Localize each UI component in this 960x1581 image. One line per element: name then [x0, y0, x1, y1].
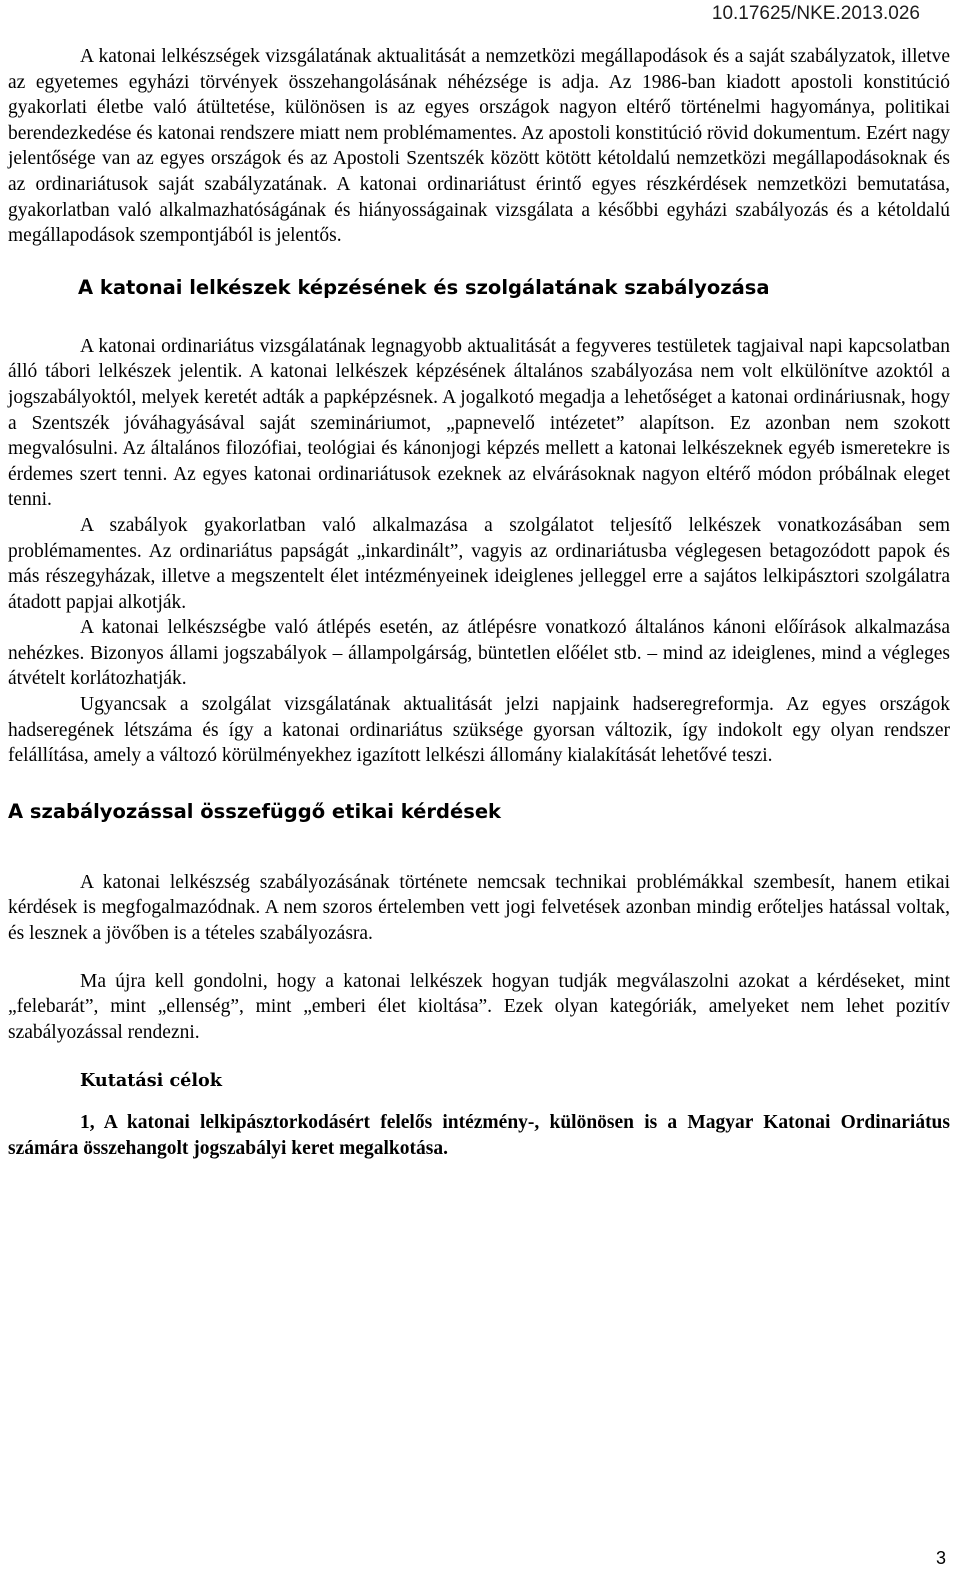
section1-paragraph-4: Ugyancsak a szolgálat vizsgálatának aktualitását jelzi napjaink hadseregreformja. Az egyes országok hadseregének létszáma és így a katonai ordinariátus szüksége gyorsan változik, így indokolt egy olyan rendszer felállítása, amely a változó körülményekhez igazított lelkészi állomány kialakítását lehetővé teszi. — [8, 694, 950, 767]
section1-paragraph-1: A katonai ordinariátus vizsgálatának legnagyobb aktualitását a fegyveres testületek tagjaival napi kapcsolatban álló tábori lelkészek jelentik. A katonai lelkészek képzésének általános szabályozása nem volt elkülönítve azoktól a jogszabályoktól, melyek keretét adták a papképzésnek. A jogalkotó megadja a lehetőséget a katonai ordináriusnak, hogy a Szentszék jóváhagyásával saját szemináriumot, „papnevelő intézetet” alapítson. Ez azonban nem szokott megvalósulni. Az általános filozófiai, teológiai és kánonjogi képzés mellett a katonai lelkészeknek egyéb ismeretekre is érdemes szert tenni. Az egyes katonai ordinariátusok ezeknek az elvárásoknak nagyon eltérő módon próbálnak eleget tenni. — [8, 335, 950, 511]
section-heading-training: A katonai lelkészek képzésének és szolgálatának szabályozása — [78, 275, 770, 299]
doi-header: 10.17625/NKE.2013.026 — [711, 3, 920, 24]
section1-paragraph-3: A katonai lelkészségbe való átlépés esetén, az átlépésre vonatkozó általános kánoni előírások alkalmazása nehézkes. Bizonyos állami jogszabályok – állampolgárság, büntetlen előélet stb. – mind az ideiglenes, mind a végleges átvételt korlátozhatják. — [8, 617, 950, 690]
intro-paragraph — [8, 44, 950, 249]
section1-paragraph-2: A szabályok gyakorlatban való alkalmazása a szolgálatot teljesítő lelkészek vonatkozásában sem problémamentes. Az ordinariátus papságát „inkardinált”, vagyis az ordinariátusba véglegesen betagozódott papok és más részegyházak, illetve a megszentelt élet intézményeinek ideiglenes jelleggel erre a sajátos lelkipásztori szolgálatra átadott papjai alkotják. — [8, 514, 950, 613]
intro-text-part2: Ezért nagy jelentősége van az egyes országok és az Apostoli Szentszék között kötött kétoldalú nemzetközi megállapodásoknak és az ordinariátusok saját szabályzatának. A katonai ordinariátust érintő egyes részkérdések nemzetközi bemutatása, gyakorlatban való alkalmazhatóságának és hiányosságainak vizsgálata a későbbi egyházi szabályozás és a kétoldalú megállapodások szempontjából is jelentős. — [8, 122, 950, 247]
section-heading-research-goals: Kutatási célok — [80, 1070, 222, 1092]
section-heading-ethics: A szabályozással összefüggő etikai kérdések — [8, 799, 502, 823]
page-number: 3 — [935, 1548, 946, 1568]
section2-paragraph-1: A katonai lelkészség szabályozásának története nemcsak technikai problémákkal szembesít, hanem etikai kérdések is megfogalmazódnak. A nem szoros értelemben vett jogi felvetések azonban mindig erőteljes hatással voltak, és lesznek a jövőben is a tételes szabályozásra. — [8, 871, 950, 945]
research-goal-item-1: 1, A katonai lelkipásztorkodásért felelős intézmény-, különösen is a Magyar Katonai Ordinariátus számára összehangolt jogszabályi keret megalkotása. — [8, 1112, 950, 1159]
section2-paragraph-2: Ma újra kell gondolni, hogy a katonai lelkészek hogyan tudják megválaszolni azokat a kérdéseket, mint „felebarát”, mint „ellenség”, mint „emberi élet kioltása”. Ezek olyan kategóriák, amelyeket nem lehet pozitív szabályozással rendezni. — [8, 970, 950, 1043]
page-content — [8, 44, 950, 1162]
intro-text-part1: A katonai lelkészségek vizsgálatának aktualitását a nemzetközi megállapodások és a saját szabályzatok, illetve az egyetemes egyházi törvények összehangolásának néhézsége is adja. Az 1986-ban kiadott apostoli konstitúció gyakorlati életbe való átültetése, különösen is az egyes országok nagyon eltérő történelmi hagyománya, politikai berendezkedése és katonai rendszere miatt nem problémamentes. Az apostoli konstitúció rövid dokumentum. — [8, 46, 950, 144]
